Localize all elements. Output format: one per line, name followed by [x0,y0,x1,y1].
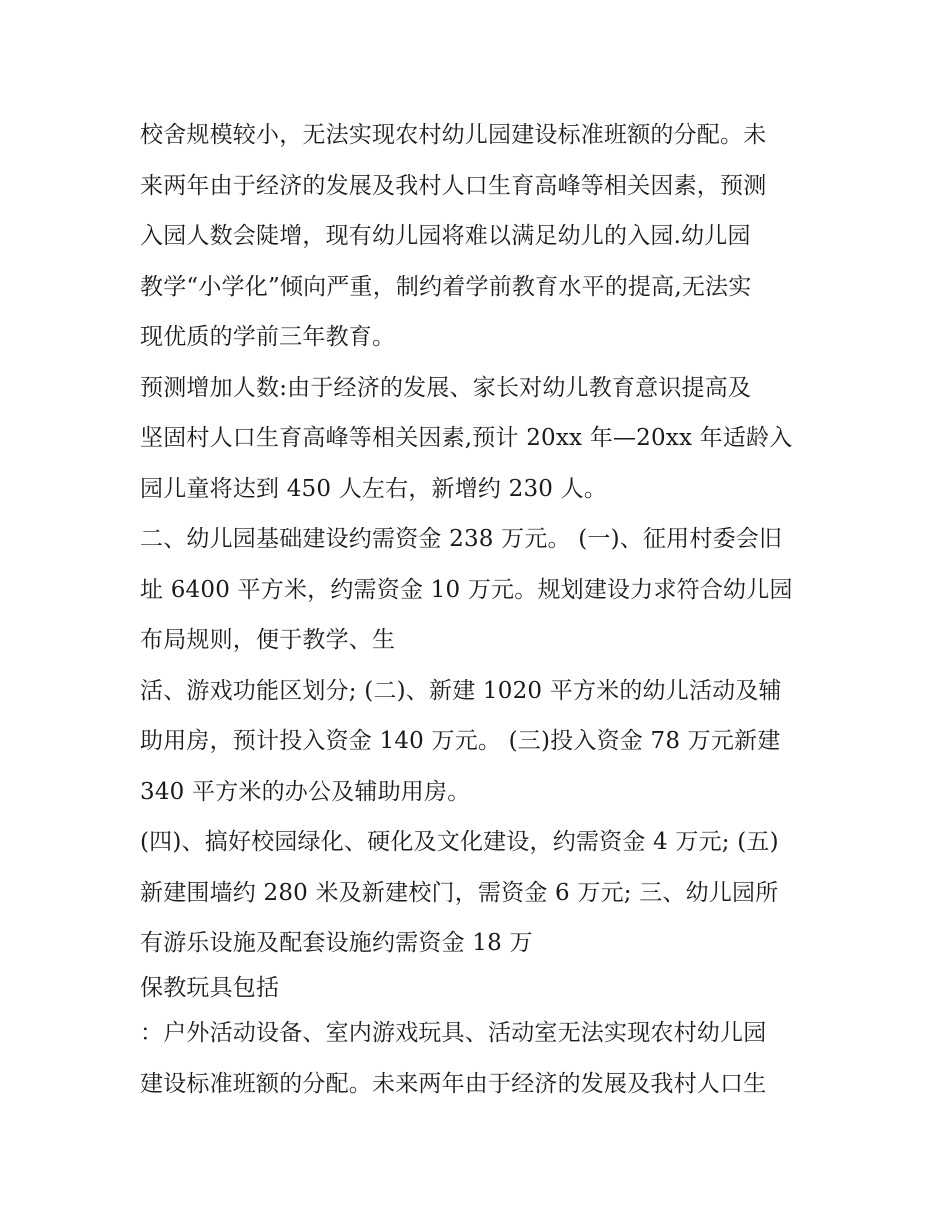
text-line-9: 二、幼儿园基础建设约需资金 238 万元。 (一)、征用村委会旧 [140,526,783,552]
text-line-15: (四)、搞好校园绿化、硬化及文化建设，约需资金 4 万元; (五) [140,829,779,855]
text-line-19: ：户外活动设备、室内游戏玩具、活动室无法实现农村幼儿园 [140,1020,767,1046]
text-line-16: 新建围墙约 280 米及新建校门，需资金 6 万元; 三、幼儿园所 [140,879,779,906]
text-line-3: 入园人数会陡增，现有幼儿园将难以满足幼儿的入园.幼儿园 [140,223,751,249]
text-line-6: 预测增加人数:由于经济的发展、家长对幼儿教育意识提高及 [140,374,752,401]
text-line-7: 坚固村人口生育高峰等相关因素,预计 20xx 年—20xx 年适龄入 [140,425,793,451]
text-line-11: 布局规则，便于教学、生 [140,627,396,653]
text-line-17: 有游乐设施及配套设施约需资金 18 万 [140,930,533,956]
text-line-4: 教学“小学化”倾向严重，制约着学前教育水平的提高,无法实 [140,273,752,300]
text-line-14: 340 平方米的办公及辅助用房。 [140,778,471,805]
text-line-8: 园儿童将达到 450 人左右，新增约 230 人。 [140,475,608,502]
text-line-20: 建设标准班额的分配。未来两年由于经济的发展及我村人口生 [140,1070,767,1097]
text-line-1: 校舍规模较小，无法实现农村幼儿园建设标准班额的分配。未 [140,122,767,148]
text-line-18: 保教玩具包括 [140,975,280,1001]
document-body [140,110,820,1109]
text-line-12: 活、游戏功能区划分; (二)、新建 1020 平方米的幼儿活动及辅 [140,677,782,704]
text-line-13: 助用房，预计投入资金 140 万元。 (三)投入资金 78 万元新建 [140,728,781,754]
text-line-5: 现优质的学前三年教育。 [140,324,396,350]
text-line-10: 址 6400 平方米，约需资金 10 万元。规划建设力求符合幼儿园 [140,576,793,603]
text-line-2: 来两年由于经济的发展及我村人口生育高峰等相关因素，预测 [140,172,767,199]
